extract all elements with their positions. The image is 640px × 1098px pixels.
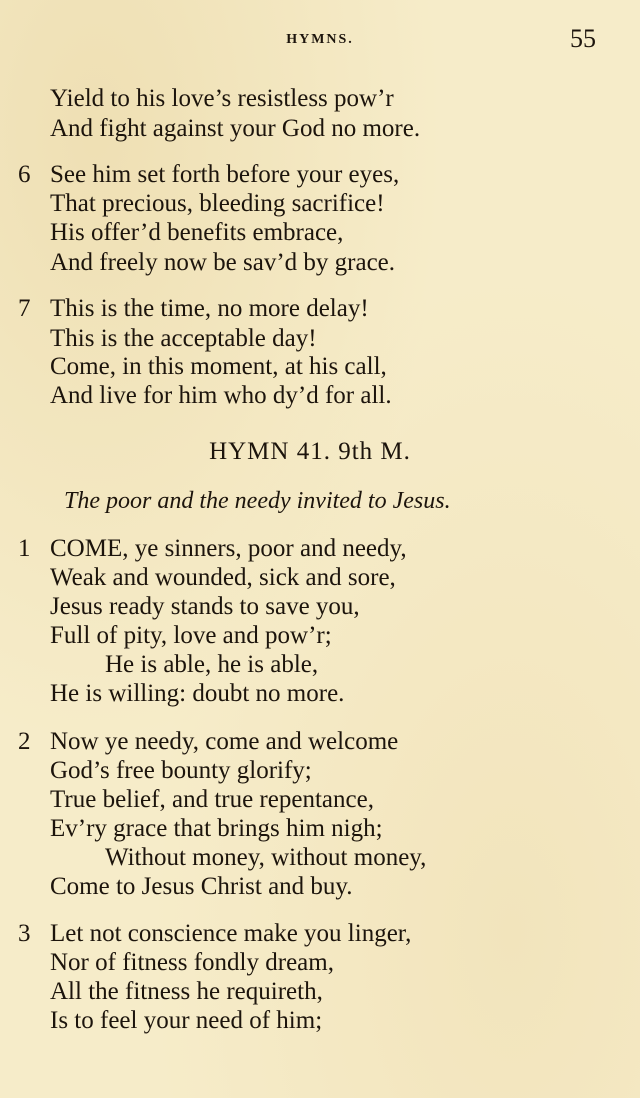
verse-line: Yield to his love’s resistless pow’r (50, 85, 394, 112)
hymn-title: HYMN 41. 9th M. (209, 438, 411, 465)
verse-line: Come, in this moment, at his call, (50, 353, 387, 380)
verse-line: This is the time, no more delay! (50, 295, 369, 322)
verse-line: He is able, he is able, (105, 651, 319, 678)
verse-line: Nor of fitness fondly dream, (50, 949, 334, 976)
stanza-number: 6 (18, 161, 31, 188)
hymn-subtitle: The poor and the needy invited to Jesus. (64, 488, 451, 514)
verse-line: Full of pity, love and pow’r; (50, 622, 332, 649)
verse-line: God’s free bounty glorify; (50, 757, 312, 784)
verse-line: Let not conscience make you linger, (50, 920, 412, 947)
stanza-number: 3 (18, 920, 31, 947)
verse-line: Weak and wounded, sick and sore, (50, 564, 396, 591)
verse-line: True belief, and true repentance, (50, 786, 374, 813)
verse-line: Without money, without money, (105, 844, 427, 871)
verse-line: Ev’ry grace that brings him nigh; (50, 815, 383, 842)
verse-line: And fight against your God no more. (50, 115, 421, 142)
stanza-number: 2 (18, 728, 31, 755)
verse-line: COME, ye sinners, poor and needy, (50, 535, 407, 562)
running-header: HYMNS. (286, 32, 354, 47)
stanza-number: 7 (18, 295, 31, 322)
verse-line: He is willing: doubt no more. (50, 680, 345, 707)
verse-line: His offer’d benefits embrace, (50, 219, 344, 246)
verse-line: And live for him who dy’d for all. (50, 382, 392, 409)
verse-line: Come to Jesus Christ and buy. (50, 873, 353, 900)
verse-line: Is to feel your need of him; (50, 1007, 323, 1034)
page-number: 55 (570, 24, 596, 53)
verse-line: This is the acceptable day! (50, 325, 317, 352)
stanza-number: 1 (18, 535, 31, 562)
verse-line: And freely now be sav’d by grace. (50, 249, 396, 276)
verse-line: See him set forth before your eyes, (50, 161, 400, 188)
verse-line: Jesus ready stands to save you, (50, 593, 360, 620)
verse-line: That precious, bleeding sacrifice! (50, 190, 385, 217)
verse-line: All the fitness he requireth, (50, 978, 323, 1005)
verse-line: Now ye needy, come and welcome (50, 728, 399, 755)
